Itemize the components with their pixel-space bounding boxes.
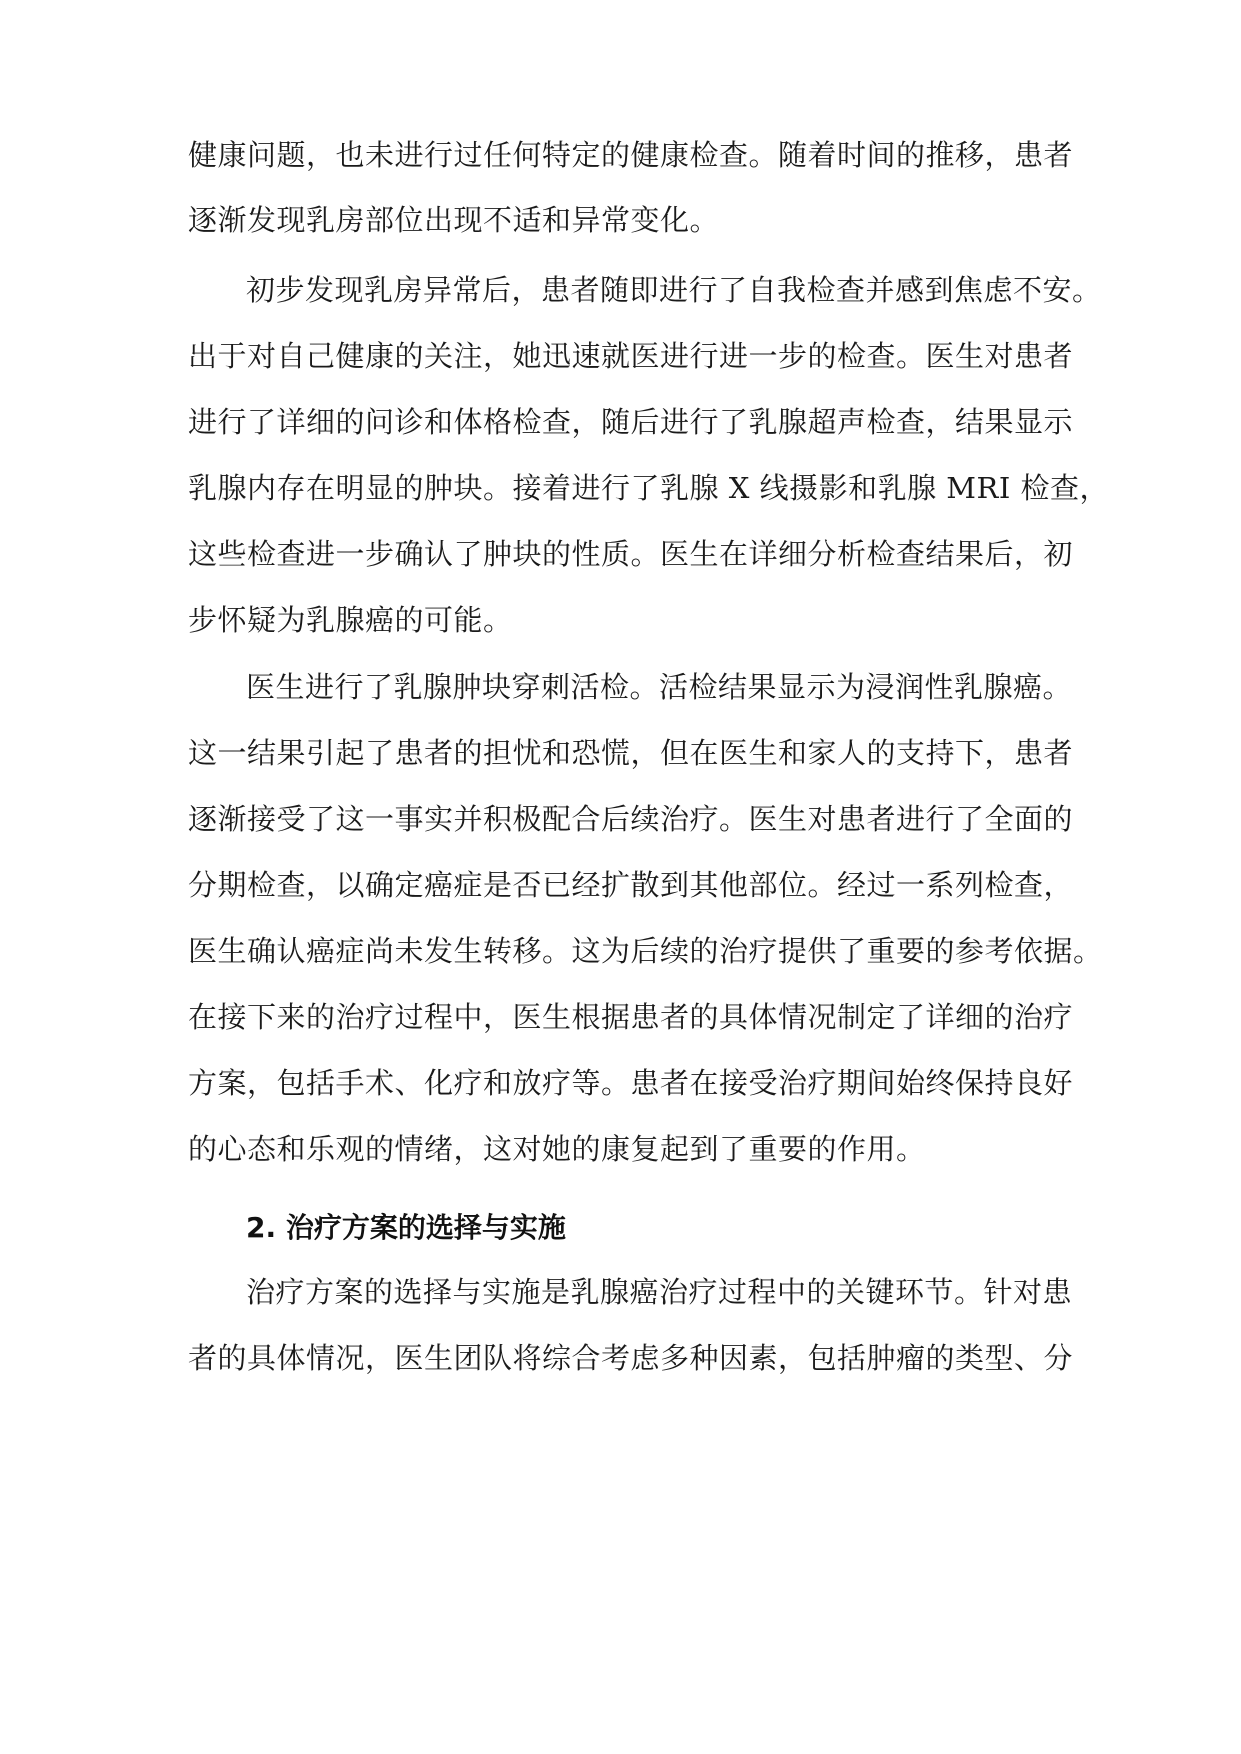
paragraph-2-line-2: 出于对自己健康的关注，她迅速就医进行进一步的检查。医生对患者 [188,339,1074,373]
section-heading: 2. 治疗方案的选择与实施 [246,1211,566,1244]
paragraph-2-line-3: 进行了详细的问诊和体格检查，随后进行了乳腺超声检查，结果显示 [188,405,1074,439]
paragraph-1-line-1: 健康问题，也未进行过任何特定的健康检查。随着时间的推移，患者 [188,138,1074,172]
paragraph-3-line-8: 的心态和乐观的情绪，这对她的康复起到了重要的作用。 [188,1132,926,1166]
paragraph-3-line-7: 方案，包括手术、化疗和放疗等。患者在接受治疗期间始终保持良好 [188,1066,1074,1100]
paragraph-4-line-2: 者的具体情况，医生团队将综合考虑多种因素，包括肿瘤的类型、分 [188,1341,1074,1375]
paragraph-3-line-3: 逐渐接受了这一事实并积极配合后续治疗。医生对患者进行了全面的 [188,802,1074,836]
paragraph-3-line-2: 这一结果引起了患者的担忧和恐慌，但在医生和家人的支持下，患者 [188,736,1074,770]
paragraph-4-line-1: 治疗方案的选择与实施是乳腺癌治疗过程中的关键环节。针对患 [246,1275,1073,1309]
paragraph-1-line-2: 逐渐发现乳房部位出现不适和异常变化。 [188,203,720,237]
paragraph-3-line-6: 在接下来的治疗过程中，医生根据患者的具体情况制定了详细的治疗 [188,1000,1074,1034]
paragraph-2-line-6: 步怀疑为乳腺癌的可能。 [188,603,513,637]
paragraph-3-line-4: 分期检查，以确定癌症是否已经扩散到其他部位。经过一系列检查， [188,868,1074,902]
paragraph-2-line-5: 这些检查进一步确认了肿块的性质。医生在详细分析检查结果后，初 [188,537,1074,571]
paragraph-3-line-1: 医生进行了乳腺肿块穿刺活检。活检结果显示为浸润性乳腺癌。 [246,670,1073,704]
paragraph-2-line-4: 乳腺内存在明显的肿块。接着进行了乳腺 X 线摄影和乳腺 MRI 检查， [188,471,1110,505]
paragraph-3-line-5: 医生确认癌症尚未发生转移。这为后续的治疗提供了重要的参考依据。 [188,934,1103,968]
paragraph-2-line-1: 初步发现乳房异常后，患者随即进行了自我检查并感到焦虑不安。 [246,273,1102,307]
